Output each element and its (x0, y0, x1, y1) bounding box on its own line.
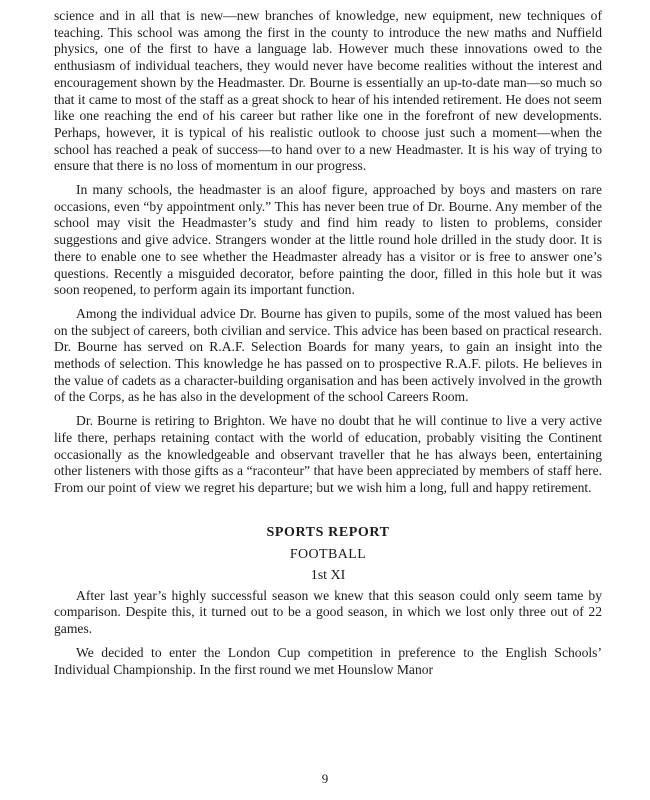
paragraph-retirement: Dr. Bourne is retiring to Brighton. We have no doubt that he will continue to live a very active life there, perhaps retaining contact with the world of education, probably visiting the Continent occasionally as the knowledgeable and observant traveller that he has always been, entertaining other listeners with those gifts as a “raconteur” that have been appreciated by members of staff here. From our point of view we regret his departure; but we wish him a long, full and happy retirement. (54, 413, 602, 495)
page-number: 9 (321, 771, 329, 786)
team-heading: 1st XI (310, 567, 346, 583)
paragraph-innovation: science and in all that is new—new branches of knowledge, new equipment, new techniques of teaching. This school was among the first in the county to introduce the new maths and Nuffield physics, one of the first to have a language lab. However much these innovations owed to the enthusiasm of individual teachers, they would never have become realities without the interest and encouragement shown by the Headmaster. Dr. Bourne is essentially an up-to-date man—so much so that it came to most of the staff as a great shock to hear of his intended retirement. He does not seem like one reaching the end of his career but rather like one in the forefront of new developments. Perhaps, however, it is typical of his realistic outlook to choose just such a moment—when the school has reached a peak of success—to hand over to a new Headmaster. It is his way of trying to ensure that there is no loss of momentum in our progress. (54, 8, 602, 174)
paragraph-headmaster-accessibility: In many schools, the headmaster is an aloof figure, approached by boys and masters on rare occasions, even “by appointment only.” This has never been true of Dr. Bourne. Any member of the school may visit the Headmaster’s study and find him ready to listen to problems, consider suggestions and give advice. Strangers wonder at the little round hole drilled in the study door. It is there to enable one to see whether the Headmaster already has a visitor or is free to answer one’s questions. Recently a misguided decorator, before painting the door, filled in this hole but it was soon reopened, to perform again its important function. (54, 182, 602, 298)
paragraph-careers-advice: Among the individual advice Dr. Bourne has given to pupils, some of the most valued has been on the subject of careers, both civilian and service. This advice has been based on practical research. Dr. Bourne has served on R.A.F. Selection Boards for many years, to gain an insight into the methods of selection. This knowledge he has passed on to prospective R.A.F. pilots. He believes in the value of cadets as a character-building organisation and has been actively involved in the growth of the Corps, as he has also in the development of the school Careers Room. (54, 305, 602, 405)
body-text (54, 8, 602, 678)
paragraph-london-cup: We decided to enter the London Cup competition in preference to the English Schools’ Individual Championship. In the first round we met Hounslow Manor (54, 644, 602, 677)
section-heading: SPORTS REPORT (266, 524, 390, 540)
subsection-heading: FOOTBALL (289, 546, 367, 562)
paragraph-season-summary: After last year’s highly successful season we knew that this season could only seem tame by comparison. Despite this, it turned out to be a good season, in which we lost only three out of 22 games. (54, 587, 602, 637)
